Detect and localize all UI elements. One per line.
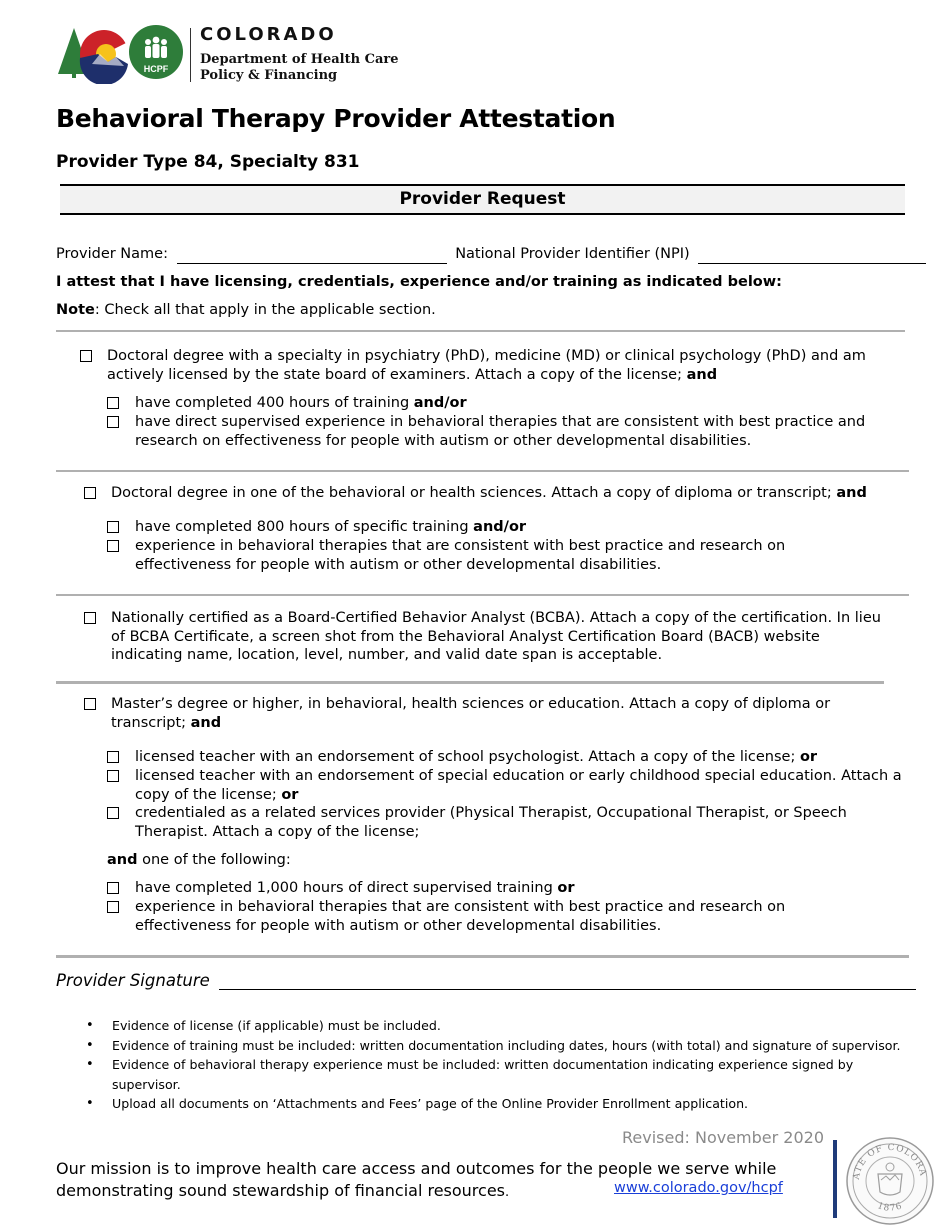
- signature-field[interactable]: [219, 972, 916, 990]
- note-label: Note: [56, 302, 95, 318]
- section-1-sub-2-text: have direct supervised experience in behavioral therapies that are consistent with best practice and research on effectiveness for people with autism or other developmental disabilities.: [135, 414, 866, 449]
- provider-request-label: Provider Request: [399, 189, 566, 209]
- org-department: [200, 52, 399, 84]
- attest-statement: I attest that I have licensing, credentials, experience and/or training as indicated below:: [56, 274, 782, 290]
- section-2-sub-2-text: experience in behavioral therapies that are consistent with best practice and research on effectiveness for people with autism or other developmental disabilities.: [135, 538, 786, 573]
- section-1-checkbox[interactable]: [80, 350, 92, 362]
- colorado-seal-icon: [845, 1136, 935, 1226]
- state-seal: [845, 1136, 935, 1226]
- section-divider: [56, 681, 884, 684]
- section-1: [80, 347, 910, 384]
- section-divider: [56, 955, 909, 958]
- note: [56, 301, 436, 320]
- section-2-sub-2-checkbox[interactable]: [107, 540, 119, 552]
- section-1-sub-1-checkbox[interactable]: [107, 397, 119, 409]
- provider-name-label: Provider Name:: [56, 246, 168, 262]
- section-2-text: Doctoral degree in one of the behavioral or health sciences. Attach a copy of diploma or transcript; and: [111, 485, 867, 501]
- section-3-text: Nationally certified as a Board-Certified Behavior Analyst (BCBA). Attach a copy of the certification. In lieu of BCBA Certificate, a screen shot from the Behavioral Analyst Certification Board (BACB) website indicating name, location, level, number, and valid date span is acceptable.: [111, 610, 881, 663]
- page-subtitle: Provider Type 84, Specialty 831: [56, 152, 360, 172]
- mission-line-1: Our mission is to improve health care access and outcomes for the people we serve while: [56, 1159, 777, 1178]
- section-4-sub-4: [107, 879, 897, 898]
- section-2-sub-1: [107, 518, 877, 537]
- section-3-checkbox[interactable]: [84, 612, 96, 624]
- section-2-checkbox[interactable]: [84, 487, 96, 499]
- section-1-text: Doctoral degree with a specialty in psychiatry (PhD), medicine (MD) or clinical psychology (PhD) and am actively licensed by the state board of examiners. Attach a copy of the license; and: [107, 348, 866, 383]
- dept-line-1: Department of Health Care: [200, 52, 399, 67]
- org-name: COLORADO: [200, 24, 337, 45]
- signature-row: [56, 971, 916, 990]
- revised-date: Revised: November 2020: [622, 1128, 825, 1147]
- evidence-list: [86, 1016, 916, 1114]
- header-divider: [190, 28, 191, 82]
- dept-line-2: Policy & Financing: [200, 68, 338, 83]
- npi-label: National Provider Identifier (NPI): [455, 246, 690, 262]
- section-divider: [56, 470, 909, 472]
- section-4-sub-2-checkbox[interactable]: [107, 770, 119, 782]
- colorado-logo-icon: [56, 24, 191, 84]
- section-4-sub-1-text: licensed teacher with an endorsement of school psychologist. Attach a copy of the license; or: [135, 749, 818, 765]
- section-4-sub-4-checkbox[interactable]: [107, 882, 119, 894]
- section-4-sub-3-text: credentialed as a related services provider (Physical Therapist, Occupational Therapist, or Speech Therapist. Attach a copy of the license;: [135, 805, 847, 840]
- section-2-sub-2: [107, 537, 877, 574]
- section-4-sub-4-text: have completed 1,000 hours of direct supervised training or: [135, 880, 575, 896]
- mission-line-2: demonstrating sound stewardship of financial resources.: [56, 1181, 510, 1200]
- section-3: [84, 609, 894, 665]
- provider-fields-row: [56, 245, 906, 264]
- section-1-sub-1: [107, 394, 907, 413]
- section-4-sub-2-text: licensed teacher with an endorsement of special education or early childhood special education. Attach a copy of the license; or: [135, 768, 902, 803]
- section-4-checkbox[interactable]: [84, 698, 96, 710]
- section-1-sub-2: [107, 413, 907, 450]
- footer-accent-bar: [833, 1140, 837, 1218]
- list-item: • Evidence of training must be included: written documentation including dates, hours (with total) and signature of supervisor.: [86, 1036, 916, 1056]
- section-2-sub-1-text: have completed 800 hours of specific training and/or: [135, 519, 527, 535]
- section-1-sub-1-text: have completed 400 hours of training and/or: [135, 395, 467, 411]
- seal-top-text: ATE OF COLORA: [851, 1142, 928, 1181]
- section-4-sub-1-checkbox[interactable]: [107, 751, 119, 763]
- section-4-sub-2: [107, 767, 917, 804]
- page-title: Behavioral Therapy Provider Attestation: [56, 104, 616, 133]
- section-4-sub-3: [107, 804, 897, 841]
- list-item: • Upload all documents on ‘Attachments and Fees’ page of the Online Provider Enrollment application.: [86, 1094, 916, 1114]
- provider-request-bar: [60, 184, 905, 215]
- section-4-sub-5-checkbox[interactable]: [107, 901, 119, 913]
- section-2-sub-1-checkbox[interactable]: [107, 521, 119, 533]
- section-4-sub-5: [107, 898, 877, 935]
- list-item: • Evidence of behavioral therapy experience must be included: written documentation indicating experience signed by supervisor.: [86, 1055, 916, 1094]
- section-1-sub-2-checkbox[interactable]: [107, 416, 119, 428]
- section-divider: [56, 330, 905, 332]
- hcpf-badge-text: HCPF: [143, 64, 169, 74]
- and-one-of-following: and one of the following:: [107, 852, 291, 868]
- section-2: [84, 484, 909, 503]
- section-4-text: Master’s degree or higher, in behavioral, health sciences or education. Attach a copy of diploma or transcript; and: [111, 696, 831, 731]
- hcpf-website-link[interactable]: www.colorado.gov/hcpf: [614, 1180, 783, 1196]
- section-divider: [56, 594, 909, 596]
- npi-field[interactable]: [698, 249, 926, 264]
- section-4-sub-1: [107, 748, 917, 767]
- seal-year: 1876: [875, 1201, 905, 1214]
- provider-name-field[interactable]: [177, 249, 447, 264]
- section-4-sub-5-text: experience in behavioral therapies that are consistent with best practice and research on effectiveness for people with autism or other developmental disabilities.: [135, 899, 786, 934]
- section-4-sub-3-checkbox[interactable]: [107, 807, 119, 819]
- signature-label: Provider Signature: [56, 971, 210, 990]
- list-item: • Evidence of license (if applicable) must be included.: [86, 1016, 916, 1036]
- section-4: [84, 695, 884, 732]
- note-text: : Check all that apply in the applicable section.: [94, 302, 436, 318]
